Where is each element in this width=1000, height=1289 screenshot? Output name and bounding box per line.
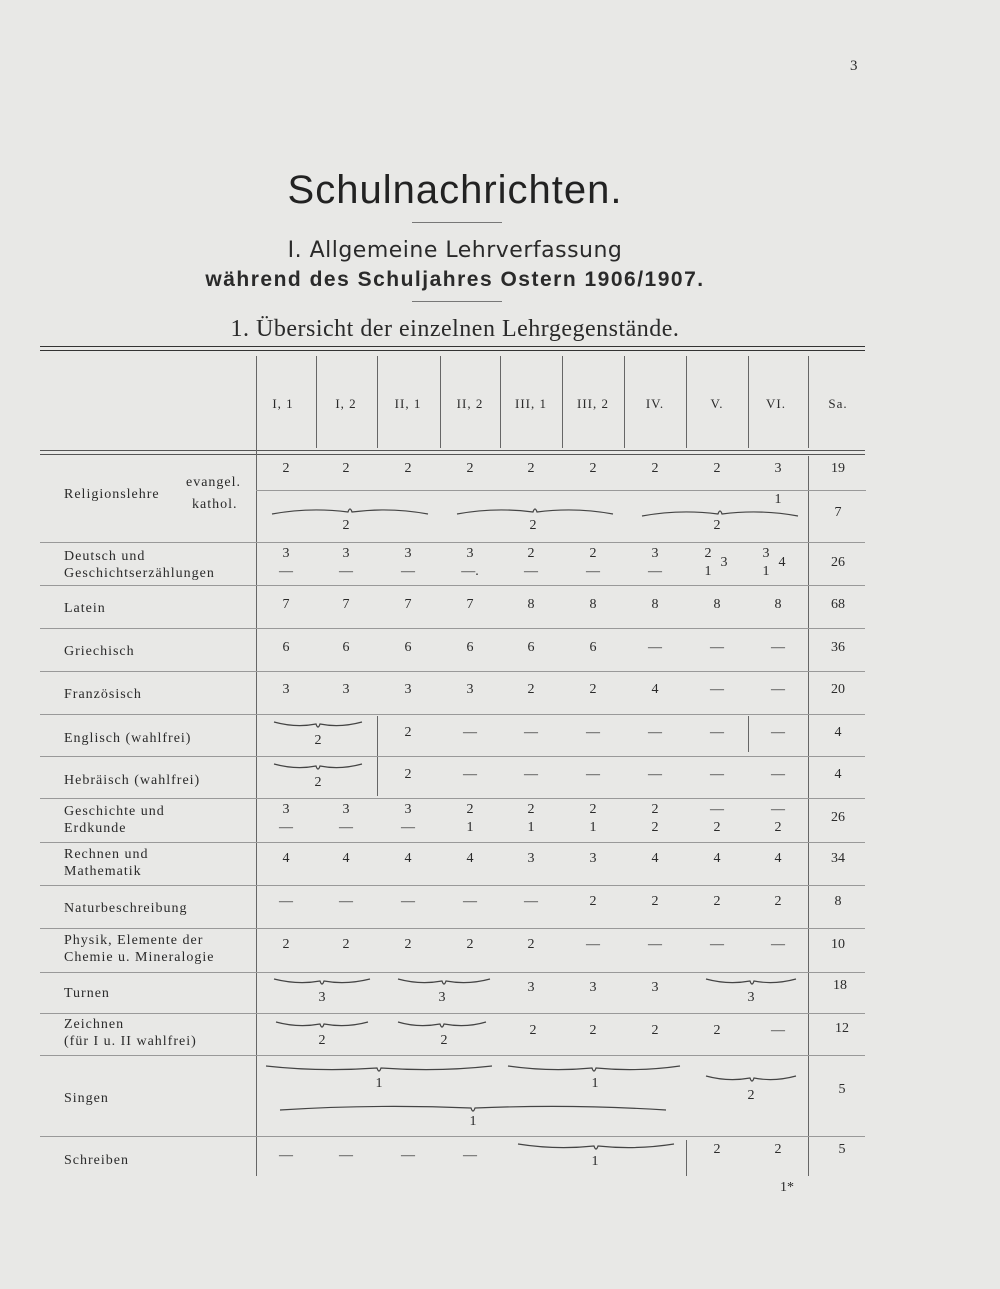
cell: 2	[589, 1023, 597, 1038]
cell: 1	[527, 820, 535, 835]
cell: 3	[438, 990, 446, 1005]
cell: 2	[713, 1142, 721, 1157]
cell: 2	[774, 820, 782, 835]
cell: 19	[831, 461, 845, 476]
subject-line: Erdkunde	[64, 821, 127, 836]
page-title: Schulnachrichten.	[287, 168, 623, 212]
cell: —	[771, 802, 785, 817]
subject-deutsch	[64, 548, 215, 582]
cell: 2	[342, 937, 350, 952]
cell: —	[339, 894, 353, 909]
cell: 2	[342, 461, 350, 476]
title-divider	[412, 222, 502, 223]
section-heading: I. Allgemeine Lehrverfassung	[287, 238, 623, 263]
subject-line: (für I u. II wahlfrei)	[64, 1034, 197, 1049]
cell: 2	[282, 937, 290, 952]
cell: —	[586, 767, 600, 782]
cell: 8	[834, 894, 842, 909]
row-rule	[40, 798, 865, 799]
subject-schreiben: Schreiben	[64, 1153, 129, 1168]
cell: —	[586, 564, 600, 579]
cell: 2	[529, 1023, 537, 1038]
table-top-rule	[40, 350, 865, 351]
brace-line	[278, 1100, 668, 1114]
cell: 7	[282, 597, 290, 612]
cell: 2	[527, 546, 535, 561]
cell: 3	[342, 546, 350, 561]
row-rule	[40, 842, 865, 843]
cell: 2	[589, 802, 597, 817]
cell: 8	[589, 597, 597, 612]
table-top-rule	[40, 346, 865, 347]
cell: —	[463, 725, 477, 740]
cell: —.	[461, 564, 479, 579]
cell: —	[463, 894, 477, 909]
cell: —	[648, 564, 662, 579]
cell: 2	[466, 802, 474, 817]
cell: 2	[404, 725, 412, 740]
cell: 2	[589, 894, 597, 909]
cell: 7	[342, 597, 350, 612]
section-subheading: während des Schuljahres Ostern 1906/1907.	[205, 268, 705, 291]
cell: 1	[591, 1076, 599, 1091]
cell: 1	[375, 1076, 383, 1091]
cell: 26	[831, 810, 845, 825]
col-header: V.	[710, 396, 724, 411]
row-rule	[40, 714, 865, 715]
cell: 4	[774, 851, 782, 866]
subject-singen: Singen	[64, 1091, 109, 1106]
cell: 4	[778, 555, 786, 570]
cell: 36	[831, 640, 845, 655]
cell: 3	[282, 682, 290, 697]
subject-natur: Naturbeschreibung	[64, 901, 188, 916]
cell: —	[339, 1148, 353, 1163]
cell: 1	[704, 564, 712, 579]
brace-line	[516, 1140, 676, 1154]
subject-griechisch: Griechisch	[64, 644, 135, 659]
cell: 3	[589, 980, 597, 995]
brace-line	[396, 1018, 488, 1032]
cell: 2	[774, 1142, 782, 1157]
cell: 2	[704, 546, 712, 561]
cell: 3	[342, 682, 350, 697]
cell: 2	[713, 894, 721, 909]
row-rule	[40, 928, 865, 929]
cell: 3	[282, 802, 290, 817]
cell: 2	[466, 937, 474, 952]
row-rule	[256, 490, 866, 491]
brace-line	[264, 1062, 494, 1076]
column-divider	[562, 356, 563, 448]
row-rule	[40, 1013, 865, 1014]
row-rule	[40, 585, 865, 586]
cell: 3	[342, 802, 350, 817]
row-rule	[40, 1055, 865, 1056]
cell: 2	[282, 461, 290, 476]
column-divider	[686, 1140, 687, 1176]
cell: 2	[589, 682, 597, 697]
cell: —	[401, 564, 415, 579]
cell: 8	[774, 597, 782, 612]
cell: —	[586, 725, 600, 740]
cell: 3	[282, 546, 290, 561]
page-number: 3	[850, 58, 858, 74]
cell: —	[771, 725, 785, 740]
cell: —	[586, 937, 600, 952]
cell: —	[710, 682, 724, 697]
cell: —	[648, 767, 662, 782]
cell: —	[648, 725, 662, 740]
cell: 3	[318, 990, 326, 1005]
cell: 6	[527, 640, 535, 655]
cell: —	[524, 564, 538, 579]
cell: —	[279, 1148, 293, 1163]
cell: 8	[713, 597, 721, 612]
cell: 8	[651, 597, 659, 612]
cell: 4	[404, 851, 412, 866]
subject-franzoesisch: Französisch	[64, 687, 142, 702]
cell: 4	[466, 851, 474, 866]
brace-line	[455, 504, 615, 518]
cell: 4	[651, 851, 659, 866]
cell: 3	[774, 461, 782, 476]
brace-line	[704, 1072, 798, 1086]
cell: 3	[404, 682, 412, 697]
cell: 2	[527, 682, 535, 697]
col-header: III, 2	[577, 396, 609, 411]
cell: 2	[527, 461, 535, 476]
cell: 6	[589, 640, 597, 655]
row-rule	[40, 671, 865, 672]
header-rule	[40, 454, 865, 455]
cell: 3	[527, 980, 535, 995]
cell: 3	[762, 546, 770, 561]
subject-physik	[64, 932, 214, 966]
subject-zeichnen	[64, 1016, 197, 1050]
cell: 3	[466, 682, 474, 697]
column-divider	[748, 716, 749, 752]
cell: 6	[342, 640, 350, 655]
col-header: I, 1	[272, 396, 294, 411]
cell: —	[279, 564, 293, 579]
cell: —	[401, 894, 415, 909]
row-rule	[40, 756, 865, 757]
col-header: IV.	[645, 396, 665, 411]
cell: 2	[713, 820, 721, 835]
cell: —	[463, 767, 477, 782]
column-divider	[377, 356, 378, 448]
cell: 6	[466, 640, 474, 655]
cell: —	[339, 820, 353, 835]
header-rule	[40, 450, 865, 451]
cell: 7	[404, 597, 412, 612]
cell: —	[771, 767, 785, 782]
subject-kathol: kathol.	[192, 497, 238, 512]
brace-line	[272, 975, 372, 989]
brace-line	[272, 718, 364, 732]
cell: 2	[527, 937, 535, 952]
cell: —	[771, 1023, 785, 1038]
cell: 4	[342, 851, 350, 866]
cell: 2	[589, 546, 597, 561]
cell: 12	[835, 1021, 849, 1036]
cell: —	[710, 802, 724, 817]
subject-line: Rechnen und	[64, 847, 149, 862]
cell: 2	[318, 1033, 326, 1048]
cell: —	[524, 894, 538, 909]
column-divider	[808, 356, 809, 448]
column-divider	[256, 356, 257, 1176]
cell: 4	[713, 851, 721, 866]
cell: 1	[469, 1114, 477, 1129]
cell: 1	[466, 820, 474, 835]
cell: —	[648, 640, 662, 655]
cell: 2	[529, 518, 537, 533]
column-divider	[500, 356, 501, 448]
cell: 4	[651, 682, 659, 697]
cell: 2	[589, 461, 597, 476]
cell: 3	[466, 546, 474, 561]
cell: 1	[591, 1154, 599, 1169]
cell: —	[279, 894, 293, 909]
cell: 2	[747, 1088, 755, 1103]
cell: 3	[651, 980, 659, 995]
brace-line	[272, 760, 364, 774]
cell: 3	[720, 555, 728, 570]
cell: 4	[834, 767, 842, 782]
cell: —	[710, 640, 724, 655]
col-header: Sa.	[828, 396, 848, 411]
brace-line	[506, 1062, 682, 1076]
subject-latein: Latein	[64, 601, 106, 616]
cell: —	[648, 937, 662, 952]
subject-line: Geschichtserzählungen	[64, 566, 215, 581]
cell: 10	[831, 937, 845, 952]
cell: 7	[466, 597, 474, 612]
subject-line: Mathematik	[64, 864, 142, 879]
subject-evangel: evangel.	[186, 475, 242, 490]
cell: 26	[831, 555, 845, 570]
subject-hebraeisch: Hebräisch (wahlfrei)	[64, 773, 201, 788]
cell: 3	[747, 990, 755, 1005]
brace-line	[704, 975, 798, 989]
sub-heading: 1. Übersicht der einzelnen Lehrgegenstände.	[230, 316, 680, 342]
cell: —	[401, 820, 415, 835]
cell: 1	[774, 492, 782, 507]
cell: 68	[831, 597, 845, 612]
subject-line: Zeichnen	[64, 1017, 125, 1032]
cell: 5	[838, 1142, 846, 1157]
col-header: III, 1	[515, 396, 547, 411]
cell: 4	[282, 851, 290, 866]
row-rule	[40, 885, 865, 886]
cell: —	[710, 725, 724, 740]
cell: 3	[651, 546, 659, 561]
cell: —	[463, 1148, 477, 1163]
signature-mark: 1*	[780, 1180, 794, 1195]
subject-turnen: Turnen	[64, 986, 110, 1001]
cell: —	[710, 937, 724, 952]
column-divider	[440, 356, 441, 448]
brace-line	[274, 1018, 370, 1032]
cell: 2	[774, 894, 782, 909]
cell: —	[524, 725, 538, 740]
cell: 2	[713, 1023, 721, 1038]
cell: 3	[527, 851, 535, 866]
cell: 2	[651, 802, 659, 817]
cell: 2	[713, 518, 721, 533]
cell: 18	[833, 978, 847, 993]
cell: 2	[527, 802, 535, 817]
subject-religion: Religionslehre	[64, 487, 160, 502]
cell: 2	[651, 461, 659, 476]
cell: —	[710, 767, 724, 782]
cell: 2	[342, 518, 350, 533]
subject-geschichte	[64, 803, 165, 837]
brace-line	[270, 504, 430, 518]
column-divider	[316, 356, 317, 448]
row-rule	[40, 1136, 865, 1137]
subject-rechnen	[64, 846, 148, 880]
cell: —	[771, 682, 785, 697]
cell: 2	[651, 894, 659, 909]
column-divider	[686, 356, 687, 448]
cell: 20	[831, 682, 845, 697]
cell: 8	[527, 597, 535, 612]
cell: 2	[651, 1023, 659, 1038]
cell: —	[771, 640, 785, 655]
cell: —	[524, 767, 538, 782]
cell: 2	[440, 1033, 448, 1048]
cell: 2	[314, 775, 322, 790]
cell: 3	[404, 546, 412, 561]
cell: —	[401, 1148, 415, 1163]
cell: 2	[651, 820, 659, 835]
cell: 2	[404, 767, 412, 782]
subject-line: Deutsch und	[64, 549, 146, 564]
subject-line: Chemie u. Mineralogie	[64, 950, 215, 965]
brace-line	[396, 975, 492, 989]
cell: 5	[838, 1082, 846, 1097]
cell: 1	[589, 820, 597, 835]
col-header: I, 2	[335, 396, 357, 411]
cell: 6	[282, 640, 290, 655]
cell: 34	[831, 851, 845, 866]
cell: 1	[762, 564, 770, 579]
row-rule	[40, 972, 865, 973]
cell: 7	[834, 505, 842, 520]
cell: 2	[404, 937, 412, 952]
cell: —	[771, 937, 785, 952]
cell: 6	[404, 640, 412, 655]
cell: —	[279, 820, 293, 835]
col-header: II, 2	[456, 396, 484, 411]
row-rule	[40, 628, 865, 629]
subject-line: Geschichte und	[64, 804, 165, 819]
cell: 2	[314, 733, 322, 748]
cell: 2	[404, 461, 412, 476]
row-rule	[40, 542, 865, 543]
subject-line: Physik, Elemente der	[64, 933, 204, 948]
subject-englisch: Englisch (wahlfrei)	[64, 731, 192, 746]
cell: 2	[466, 461, 474, 476]
cell: —	[339, 564, 353, 579]
column-divider	[748, 356, 749, 448]
col-header: II, 1	[394, 396, 422, 411]
cell: 4	[834, 725, 842, 740]
column-divider	[808, 456, 809, 1176]
col-header: VI.	[766, 396, 786, 411]
cell: 2	[713, 461, 721, 476]
heading-divider	[412, 301, 502, 302]
column-divider	[624, 356, 625, 448]
cell: 3	[589, 851, 597, 866]
cell: 3	[404, 802, 412, 817]
